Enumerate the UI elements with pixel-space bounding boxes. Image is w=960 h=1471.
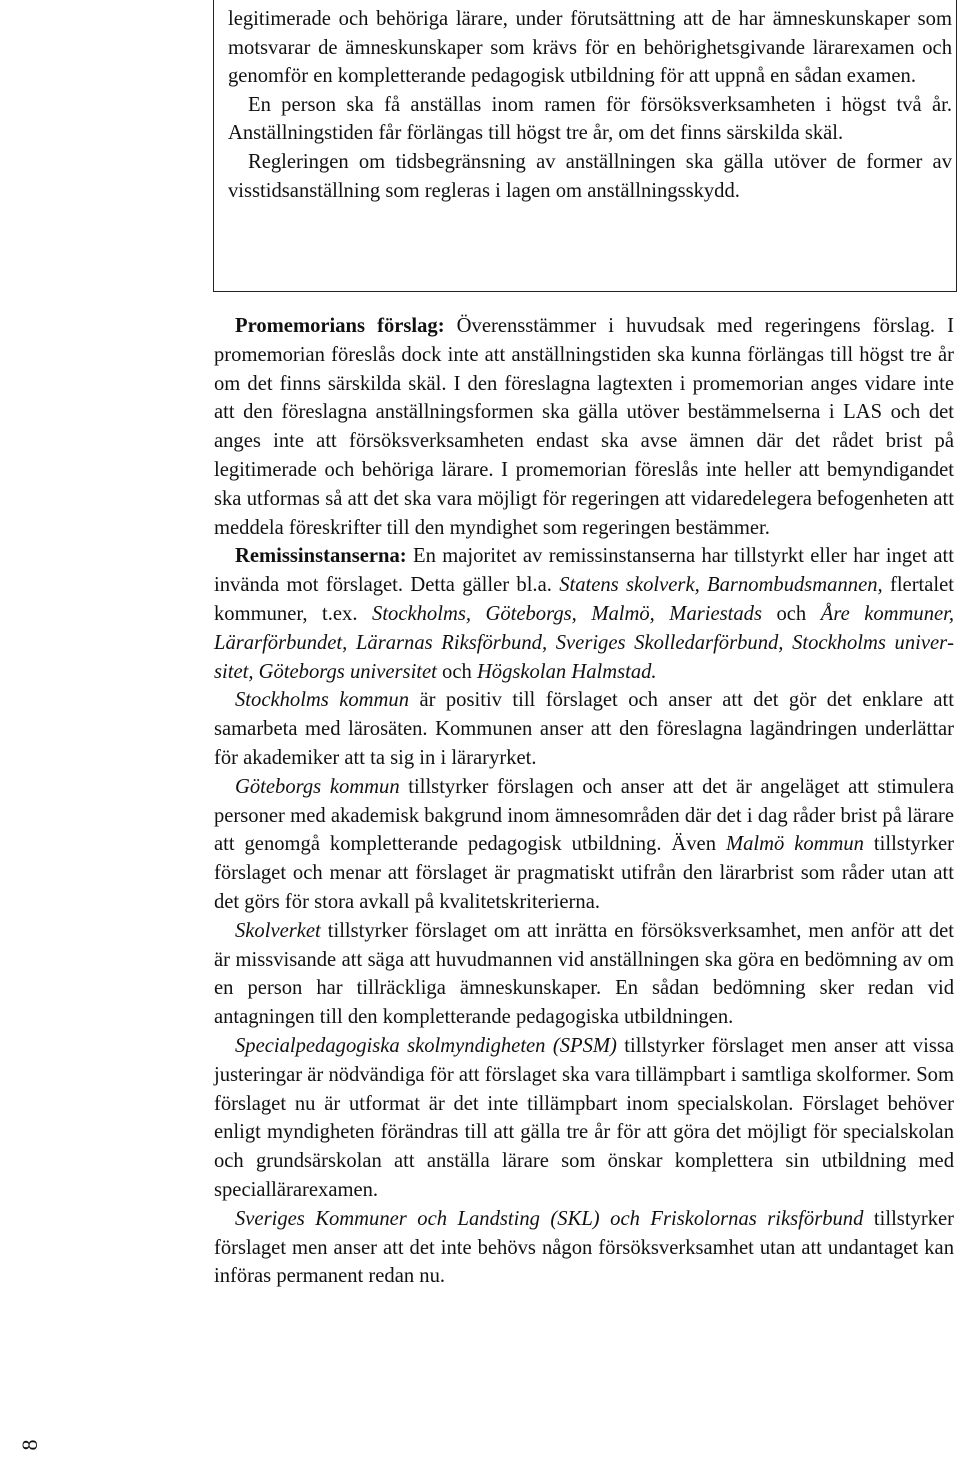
remiss-paragraph <box>214 542 954 686</box>
box-paragraph-3: Regleringen om tidsbegränsning av anställningen ska gälla utöver de former av visstidsanställning som regleras i lagen om anställningsskydd. <box>228 150 952 202</box>
remiss-italic-3: Åre kommuner, Lärarförbundet, Lärarnas Riksförbund, Sveriges Skolledarförbund, Stockholms universitet, Göteborgs universitet <box>214 602 955 683</box>
stockholm-name: Stockholms kommun <box>235 689 410 712</box>
skolverket-name: Skolverket <box>235 919 321 942</box>
boxed-proposal <box>228 5 952 205</box>
goteborg-paragraph <box>214 773 954 917</box>
spsm-paragraph <box>214 1032 954 1205</box>
spsm-name: Specialpedagogiska skolmyndigheten (SPSM) <box>235 1034 617 1057</box>
goteborg-text-2: tillstyrker förslaget och menar att förslaget är pragmatiskt utifrån den lärarbrist som råder utan att det görs för stora avkall på kvalitetskriterierna. <box>214 833 954 913</box>
remiss-text-2: flertalet kommuner, t.ex. <box>214 574 954 625</box>
remiss-text-1: En majoritet av remissinstanserna har tillstyrkt eller har inget att invända mot förslaget. Detta gäller bl.a. <box>214 545 954 597</box>
remiss-italic-4: Högskolan Halmstad. <box>476 660 657 683</box>
skolverket-paragraph <box>214 917 954 1032</box>
spsm-text: tillstyrker förslaget men anser att vissa justeringar är nödvändiga för att förslaget ska vara tillämpbart i samtliga skolformer. Som förslaget nu är utformat är det inte tillämpbart inom specialskolan. Förslaget behöver enligt myndigheten förändras till att gälla tre år för att göra det möjligt för specialskolan och grundsärskolan att anställa lärare som önskar komplettera sin utbildning med speciallärarexamen. <box>214 1034 954 1201</box>
promemoria-text: Överensstämmer i huvudsak med regeringens förslag. I promemorian föreslås dock inte att anställningstiden ska kunna förlängas till högst tre år om det finns särskilda skäl. I den föreslagna lagtexten i promemorian anges vidare inte att den föreslagna anställningsformen ska gälla utöver bestämmelserna i LAS och det anges inte att försöksverksamheten endast ska avse ämnen där det rådet brist på legitimerade och behöriga lärare. I promemorian föreslås inte heller att bemyndigandet ska utformas så att det ska vara möjligt för regeringen att vidaredelegera befogenheten att meddela föreskrifter till den myndighet som regeringen bestämmer. <box>214 315 954 539</box>
malmo-name: Malmö kommun <box>725 833 864 856</box>
stockholm-paragraph <box>214 686 954 772</box>
remiss-italic-1: Statens skolverk, Barnombudsmannen, <box>559 574 883 597</box>
stockholm-text: är positiv till förslaget och anser att det gör det enklare att samarbeta med lärosäten. Kommunen anser att den föreslagna lagändringen underlättar för akademiker att ta sig in i läraryrket. <box>214 689 954 769</box>
goteborg-text-1: tillstyrker förslagen och anser att det är angeläget att stimulera personer med akademisk bakgrund inom ämnesområden där det i dag råder brist på lärare att genomgå kompletterande pedagogisk utbildning. Även <box>214 775 954 856</box>
box-paragraph-1: legitimerade och behöriga lärare, under förutsättning att de har ämneskunskaper som motsvarar de ämneskunskaper som krävs för en behörighetsgivande lärarexamen och genomför en kompletterande pedagogisk utbildning för att uppnå en sådan examen. <box>228 8 952 88</box>
box-paragraph-2: En person ska få anställas inom ramen för försöksverksamheten i högst två år. Anställningstiden får förlängas till högst tre år, om det finns särskilda skäl. <box>228 93 952 145</box>
promemoria-paragraph <box>214 312 954 542</box>
promemoria-heading: Promemorians förslag: <box>235 315 445 337</box>
main-text <box>214 312 954 1291</box>
skolverket-text: tillstyrker förslaget om att inrätta en försöksverksamhet, men anför att det är missvisande att säga att huvudmannen vid anställningen ska göra en bedömning av om en person har tillräckliga ämneskunskaper. En sådan bedömning sker redan vid antagningen till den kompletterande pedagogiska utbildningen. <box>214 919 954 1029</box>
remiss-text-4: och <box>442 660 472 683</box>
page-number: 8 <box>17 1439 42 1451</box>
goteborg-name: Göteborgs kommun <box>235 775 400 798</box>
remiss-heading: Remissinstanserna: <box>235 545 407 568</box>
skl-text: tillstyrker förslaget men anser att det inte behövs någon försöksverksamhet utan att undantaget kan införas permanent redan nu. <box>214 1207 954 1288</box>
remiss-text-3: och <box>776 602 807 625</box>
skl-name: Sveriges Kommuner och Landsting (SKL) och Friskolornas riksförbund <box>235 1207 864 1230</box>
remiss-italic-2: Stockholms, Göteborgs, Malmö, Mariestads <box>372 602 762 625</box>
skl-paragraph <box>214 1205 954 1291</box>
